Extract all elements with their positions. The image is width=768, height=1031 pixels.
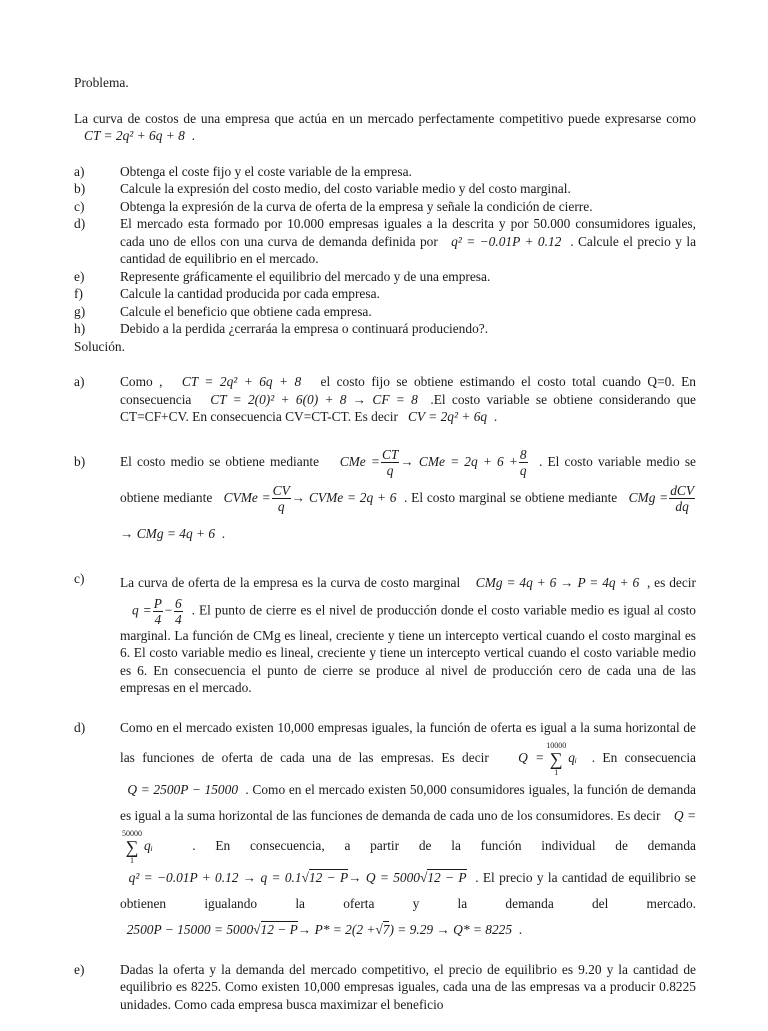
list-item: c) Obtenga la expresión de la curva de oferta de la empresa y señale la condición de cierre. [74, 198, 593, 214]
list-item: g) Calcule el beneficio que obtiene cada empresa. [74, 303, 372, 319]
list-item: a) Obtenga el coste fijo y el coste variable de la empresa. [74, 163, 412, 179]
fraction: $\frac{8}{q}$ [519, 446, 527, 478]
solution-heading: Solución. [74, 338, 125, 354]
problem-heading: Problema. [74, 75, 129, 90]
solution-item-a: a) Como , CT = 2q² + 6q + 8 el costo fijo se obtiene estimando el costo total cuando Q=0. En consecuencia CT = 2(0)² + 6(0) + 8 → CF = 8 .El costo variable se obtiene considerando que CT=CF+CV. En consecuencia CV=CT-CT. Es decir CV = 2q² + 6q . [74, 374, 696, 424]
solution-item-c: c) La curva de oferta de la empresa es la curva de costo marginal CMg = 4q + 6 → P = 4q + 6 , es decir q = $\frac{P}{4}$ − $\frac{6}{4}$ . El punto de cierre es el nivel de producción donde el costo variable medio es igual al costo marginal. La función de CMg es lineal, creciente y tiene un intercepto vertical cuando el costo marginal es 6. El costo variable medio es lineal, creciente y tiene un intercepto vertical cuando el costo variable medio es 6. En consecuencia el punto de cierre se produce al nivel de producción cero de cada una de las empresas en el mercado. [74, 570, 696, 695]
fraction: $\frac{CV}{q}$ [272, 482, 290, 514]
fraction: $\frac{CT}{q}$ [381, 446, 399, 478]
list-item: d) El mercado esta formado por 10.000 empresas iguales a la descrita y por 50.000 consumidores iguales, cada uno de ellos con una curva de demanda definida por q² = −0.01P + 0.12 . Calcule el precio y la cantidad de equilibrio en el mercado. [74, 216, 697, 266]
list-item: e) Represente gráficamente el equilibrio del mercado y de una empresa. [74, 268, 491, 284]
demand-formula: q² = −0.01P + 0.12 [451, 233, 562, 249]
summation: 10000 ∑ 1 [546, 740, 567, 777]
fraction: $\frac{P}{4}$ [153, 595, 162, 627]
solution-item-b: b) El costo medio se obtiene mediante CMe = $\frac{CT}{q}$ → CMe = 2q + 6 + $\frac{8}{q}$ . El costo variable medio se obtiene mediante CVMe = $\frac{CV}{q}$ → CVMe = 2q + 6 . El costo marginal se obtiene mediante CMg = dCV dq → CMg = 4q + 6 . [74, 446, 697, 541]
ct-formula: CT = 2q² + 6q + 8 [84, 128, 185, 143]
summation: 50000 ∑ 1 [122, 828, 142, 865]
problem-intro: La curva de costos de una empresa que actúa en un mercado perfectamente competitivo puede expresarse como CT = 2q² + 6q + 8 . [74, 110, 696, 143]
fraction: dCV dq [670, 482, 695, 514]
list-item: h) Debido a la perdida ¿cerraráa la empresa o continuará produciendo?. [74, 321, 489, 336]
document-page [74, 74, 696, 1031]
solution-item-e: e) Dadas la oferta y la demanda del mercado competitivo, el precio de equilibrio es 9.20 y la cantidad de equilibrio es 8225. Como existen 10,000 empresas iguales, cada una de las empresas va a producir 0.8225 unidades. Como cada empresa busca maximizar el beneficio [74, 961, 696, 1012]
solution-item-d: d) Como en el mercado existen 10,000 empresas iguales, la función de oferta es igual a la suma horizontal de las funciones de oferta de cada una de las empresas. Es decir Q = 10000 ∑ 1 qᵢ . En consecuencia Q = 2500P − 15000 . Como en el mercado existen 50,000 consumidores iguales, la función de demanda es igual a la suma horizontal de las funciones de demanda de cada uno de los consumidores. Es decir Q = 50000 ∑ 1 qᵢ . En consecuencia, a partir de la función individual de demanda q² = −0.01P + 0.12 → q = 0.1√12 − P→ Q = 5000√12 − P . El precio y la cantidad de equilibrio se obtienen igualando la oferta y la demanda del mercado. 2500P − 15000 = 5000√12 − P→ P* = 2(2 +√7) = 9.29 → Q* = 8225 . [74, 719, 696, 937]
solution-list [74, 373, 696, 1013]
list-item: b) Calcule la expresión del costo medio, del costo variable medio y del costo marginal. [74, 181, 571, 196]
problem-list [74, 163, 696, 338]
fraction: $\frac{6}{4}$ [174, 595, 182, 627]
list-item: f) Calcule la cantidad producida por cada empresa. [74, 286, 380, 301]
